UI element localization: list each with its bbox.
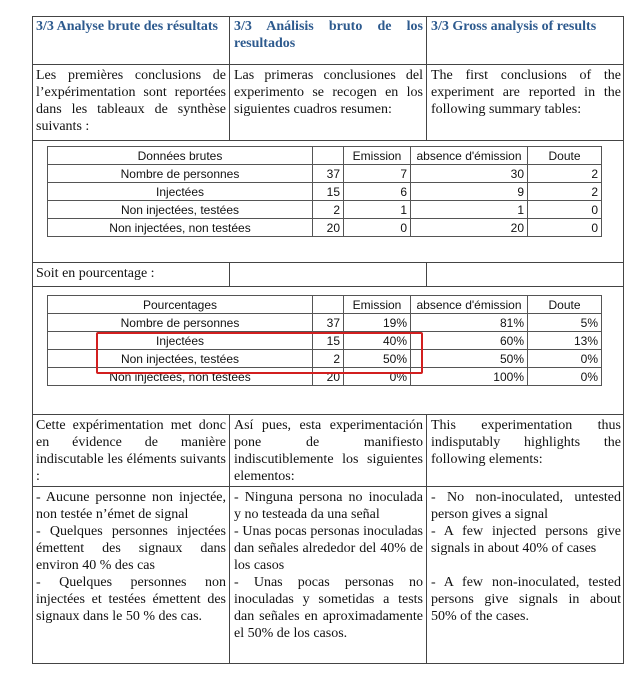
table-cell: 20	[313, 219, 344, 237]
table-header: Doute	[528, 296, 602, 314]
table-row	[48, 314, 602, 332]
intro-row	[32, 64, 624, 140]
table-cell: 6	[344, 183, 411, 201]
percent-label: Soit en pourcentage :	[32, 263, 230, 286]
header-en: 3/3 Gross analysis of results	[431, 19, 597, 34]
empty-cell	[230, 263, 427, 286]
row-label: Nombre de personnes	[48, 314, 313, 332]
table-header: absence d'émission	[411, 147, 528, 165]
header-row	[32, 16, 624, 64]
table-row	[48, 219, 602, 237]
percent-label-row	[32, 262, 624, 286]
intro-en: The first conclusions of the experiment are reported in the following summary tables:	[431, 68, 621, 117]
raw-data-table	[47, 146, 602, 237]
table-header-row	[48, 296, 602, 314]
header-es: 3/3 Análisis bruto de los resultados	[230, 16, 427, 64]
table-cell: 0	[344, 219, 411, 237]
table-cell: 2	[528, 165, 602, 183]
conclusion-en: This experimentation thus indisputably highlights the following elements:	[431, 418, 621, 467]
table-header: Emission	[344, 147, 411, 165]
table-cell: 13%	[528, 332, 602, 350]
table-cell: 1	[411, 201, 528, 219]
table-header	[313, 147, 344, 165]
findings-row	[32, 486, 624, 664]
intro-es: Las primeras conclusiones del experimento se recogen en los siguientes cuadros resumen:	[230, 65, 427, 140]
table-row	[48, 183, 602, 201]
table-row	[48, 165, 602, 183]
finding-item: - Quelques personnes injectées émettent des signaux dans environ 40 % des cas	[36, 524, 226, 573]
table-cell: 0	[528, 201, 602, 219]
table-cell: 19%	[344, 314, 411, 332]
table-header: absence d'émission	[411, 296, 528, 314]
row-label: Non injectées, testées	[48, 350, 313, 368]
table-header: Données brutes	[48, 147, 313, 165]
finding-item: - No non-inoculated, untested person gives a signal	[431, 490, 621, 522]
row-label: Non injectées, non testées	[48, 219, 313, 237]
table-header: Emission	[344, 296, 411, 314]
table-cell: 7	[344, 165, 411, 183]
table-cell: 0%	[528, 350, 602, 368]
table-header: Pourcentages	[48, 296, 313, 314]
table-cell: 2	[528, 183, 602, 201]
header-fr: 3/3 Analyse brute des résultats	[32, 16, 230, 64]
row-label: Non injectées, non testées	[48, 368, 313, 386]
table-cell: 15	[313, 332, 344, 350]
empty-cell	[427, 263, 624, 286]
findings-fr	[32, 487, 230, 664]
table-cell: 37	[313, 314, 344, 332]
finding-spacer	[431, 557, 621, 574]
row-label: Injectées	[48, 183, 313, 201]
finding-item: - A few injected persons give signals in about 40% of cases	[431, 524, 621, 556]
highlight-box	[96, 332, 423, 374]
table-cell: 100%	[411, 368, 528, 386]
table-cell: 81%	[411, 314, 528, 332]
conclusion-es: Así pues, esta experimentación pone de manifiesto indiscutiblemente los siguientes elementos:	[230, 415, 427, 486]
table-row	[48, 201, 602, 219]
table-header-row	[48, 147, 602, 165]
finding-item: - Aucune personne non injectée, non testée n’émet de signal	[36, 490, 226, 522]
row-label: Nombre de personnes	[48, 165, 313, 183]
finding-item: - Quelques personnes non injectées et testées émettent des signaux dans le 50 % des cas.	[36, 575, 226, 624]
table-cell: 0%	[344, 368, 411, 386]
table-header: Doute	[528, 147, 602, 165]
finding-item: - Ninguna persona no inoculada y no testeada da una señal	[234, 490, 423, 522]
table-cell: 37	[313, 165, 344, 183]
table-cell: 2	[313, 201, 344, 219]
row-label: Non injectées, testées	[48, 201, 313, 219]
table-cell: 30	[411, 165, 528, 183]
finding-item: - Unas pocas personas inoculadas dan señales alrededor del 40% de los casos	[234, 524, 423, 573]
table-cell: 20	[411, 219, 528, 237]
intro-fr: Les premières conclusions de l’expérimentation sont reportées dans les tableaux de synthèse suivants :	[32, 65, 230, 140]
table-cell: 1	[344, 201, 411, 219]
findings-es	[230, 487, 427, 664]
table-cell: 15	[313, 183, 344, 201]
finding-item: - A few non-inoculated, tested persons give signals in about 50% of the cases.	[431, 575, 621, 624]
table-cell: 5%	[528, 314, 602, 332]
findings-en	[427, 487, 624, 664]
table-cell: 50%	[344, 350, 411, 368]
row-label: Injectées	[48, 332, 313, 350]
table-cell: 9	[411, 183, 528, 201]
table-cell: 20	[313, 368, 344, 386]
conclusion-fr: Cette expérimentation met donc en évidence de manière indiscutable les éléments suivants :	[32, 415, 230, 486]
table-cell: 50%	[411, 350, 528, 368]
conclusion-row	[32, 414, 624, 486]
table-cell: 40%	[344, 332, 411, 350]
table-cell: 60%	[411, 332, 528, 350]
table-header	[313, 296, 344, 314]
finding-item: - Unas pocas personas no inoculadas y sometidas a tests dan señales en aproximadamente el 50% de los casos.	[234, 575, 423, 641]
table-cell: 0	[528, 219, 602, 237]
table-cell: 0%	[528, 368, 602, 386]
table-cell: 2	[313, 350, 344, 368]
